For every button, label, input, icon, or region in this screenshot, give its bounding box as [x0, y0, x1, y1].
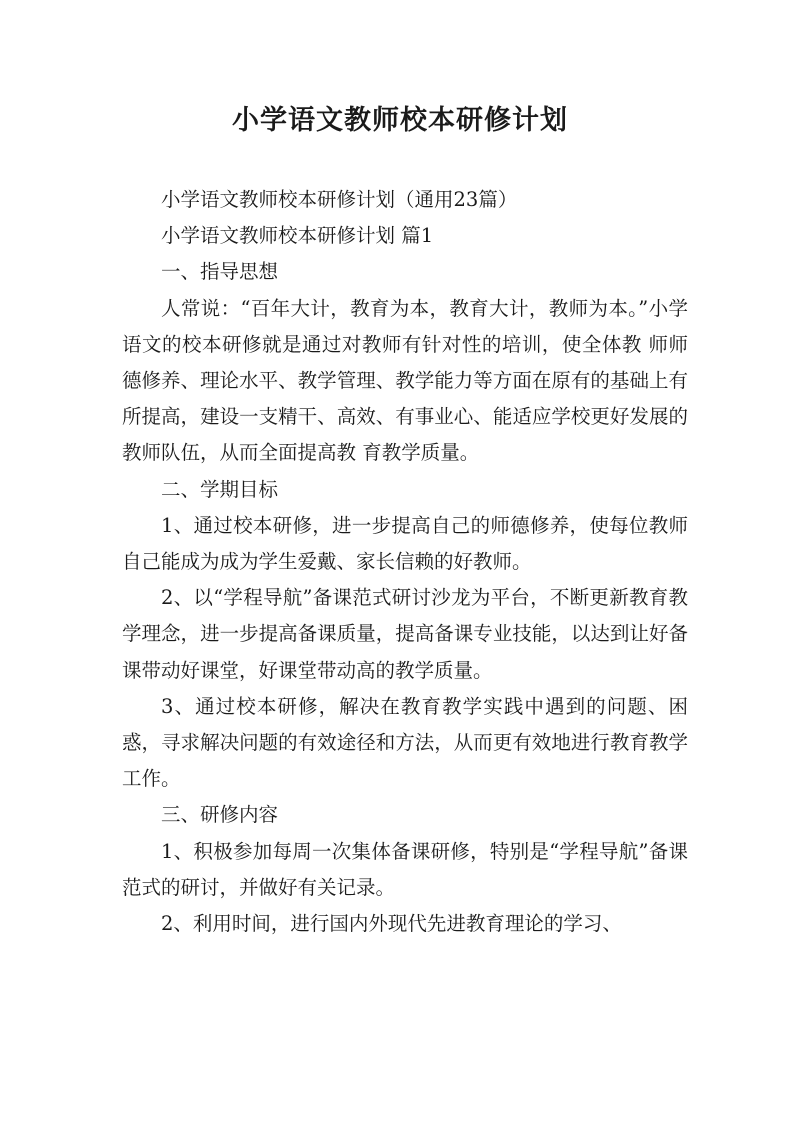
body-paragraph: 2、利用时间，进行国内外现代先进教育理论的学习、 — [161, 912, 622, 936]
body-paragraph: 2、以“学程导航”备课范式研讨沙龙为平台，不断更新教育教学理念，进一步提高备课质量，提高备课专业技能，以达到让好备课带动好课堂，好课堂带动高的教学质量。 — [122, 586, 688, 682]
body-paragraph: 1、通过校本研修，进一步提高自己的师德修养，使每位教师自己能成为成为学生爱戴、家长信赖的好教师。 — [122, 513, 688, 574]
article-heading: 小学语文教师校本研修计划 篇1 — [161, 224, 434, 248]
document-title: 小学语文教师校本研修计划 — [232, 105, 568, 136]
body-paragraph: 人常说：“百年大计，教育为本，教育大计，教师为本。”小学语文的校本研修就是通过对教师有针对性的培训，使全体教 师师德修养、理论水平、教学管理、教学能力等方面在原有的基础上有所提高，建设一支精干、高效、有事业心、能适应学校更好发展的教师队伍，从而全面提高教 育教学质量。 — [122, 296, 688, 465]
section-heading-research-content: 三、研修内容 — [161, 803, 279, 827]
body-paragraph: 1、积极参加每周一次集体备课研修，特别是“学程导航”备课范式的研讨，并做好有关记录。 — [122, 839, 688, 899]
document-body — [122, 182, 688, 942]
section-heading-guiding-ideology: 一、指导思想 — [161, 260, 279, 284]
body-paragraph: 3、通过校本研修，解决在教育教学实践中遇到的问题、困惑，寻求解决问题的有效途径和方法，从而更有效地进行教育教学工作。 — [122, 694, 688, 791]
section-heading-semester-goals: 二、学期目标 — [161, 477, 279, 501]
subtitle-paragraph: 小学语文教师校本研修计划（通用23篇） — [161, 188, 518, 211]
